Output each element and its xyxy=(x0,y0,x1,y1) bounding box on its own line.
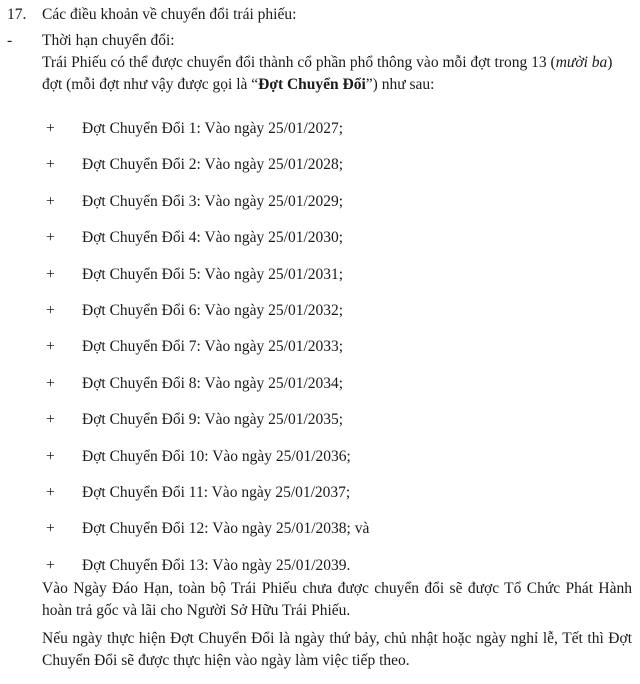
plus-marker: + xyxy=(46,192,55,210)
list-item xyxy=(0,518,640,540)
list-item xyxy=(0,154,640,176)
list-item xyxy=(0,409,640,431)
list-item xyxy=(0,300,640,322)
list-item-text: Đợt Chuyển Đổi 2: Vào ngày 25/01/2028; xyxy=(82,156,344,174)
subsection-title: Thời hạn chuyển đổi: xyxy=(42,32,175,49)
plus-marker: + xyxy=(46,411,55,429)
plus-marker: + xyxy=(46,556,55,574)
list-item-text: Đợt Chuyển Đổi 4: Vào ngày 25/01/2030; xyxy=(82,229,344,247)
plus-marker: + xyxy=(46,484,55,501)
intro-text-1: Trái Phiếu có thể được chuyển đổi thành cổ phần phổ thông vào mỗi đợt trong 13 ( xyxy=(42,54,556,71)
maturity-paragraph: Vào Ngày Đáo Hạn, toàn bộ Trái Phiếu chưa được chuyển đổi sẽ được Tổ Chức Phát Hành hoàn trả gốc và lãi cho Người Sở Hữu Trái Phiếu. xyxy=(42,580,632,619)
list-item xyxy=(0,373,640,395)
plus-marker: + xyxy=(46,302,55,319)
holiday-paragraph: Nếu ngày thực hiện Đợt Chuyển Đổi là ngày thứ bảy, chủ nhật hoặc ngày nghỉ lễ, Tết thì Đợt Chuyển Đổi sẽ được thực hiện vào ngày làm việc tiếp theo. xyxy=(42,630,632,669)
list-item xyxy=(0,264,640,286)
plus-marker: + xyxy=(46,520,55,538)
plus-marker: + xyxy=(46,156,55,174)
intro-text-2: ) đợt (mỗi đợt như vậy được gọi là “ xyxy=(42,54,613,93)
list-item-text: Đợt Chuyển Đổi 3: Vào ngày 25/01/2029; xyxy=(82,192,344,210)
list-item xyxy=(0,336,640,358)
list-item xyxy=(0,446,640,468)
plus-marker: + xyxy=(46,120,55,137)
list-item xyxy=(0,555,640,577)
section-heading: Các điều khoản về chuyển đổi trái phiếu: xyxy=(42,6,297,23)
intro-text-3: ”) như sau: xyxy=(365,76,435,93)
intro-italic: mười ba xyxy=(555,54,608,71)
intro-bold-term: Đợt Chuyển Đổi xyxy=(258,76,366,93)
list-item-text: Đợt Chuyển Đổi 6: Vào ngày 25/01/2032; xyxy=(82,302,344,319)
list-item-text: Đợt Chuyển Đổi 8: Vào ngày 25/01/2034; xyxy=(82,374,344,392)
list-item-text: Đợt Chuyển Đổi 1: Vào ngày 25/01/2027; xyxy=(82,120,344,137)
plus-marker: + xyxy=(46,338,55,356)
list-item xyxy=(0,118,640,140)
section-number: 17. xyxy=(7,6,27,23)
intro-paragraph xyxy=(42,52,632,96)
plus-marker: + xyxy=(46,374,55,392)
list-item-text: Đợt Chuyển Đổi 9: Vào ngày 25/01/2035; xyxy=(82,411,344,429)
list-item xyxy=(0,227,640,249)
plus-marker: + xyxy=(46,447,55,465)
list-item-text: Đợt Chuyển Đổi 12: Vào ngày 25/01/2038; và xyxy=(82,520,370,538)
list-item xyxy=(0,482,640,504)
list-item-text: Đợt Chuyển Đổi 5: Vào ngày 25/01/2031; xyxy=(82,265,344,283)
list-item-text: Đợt Chuyển Đổi 7: Vào ngày 25/01/2033; xyxy=(82,338,344,356)
subsection-bullet: - xyxy=(7,32,13,49)
list-item-text: Đợt Chuyển Đổi 11: Vào ngày 25/01/2037; xyxy=(82,484,351,501)
plus-marker: + xyxy=(46,229,55,247)
plus-marker: + xyxy=(46,265,55,283)
list-item-text: Đợt Chuyển Đổi 13: Vào ngày 25/01/2039. xyxy=(82,556,351,574)
list-item xyxy=(0,191,640,213)
list-item-text: Đợt Chuyển Đổi 10: Vào ngày 25/01/2036; xyxy=(82,447,351,465)
